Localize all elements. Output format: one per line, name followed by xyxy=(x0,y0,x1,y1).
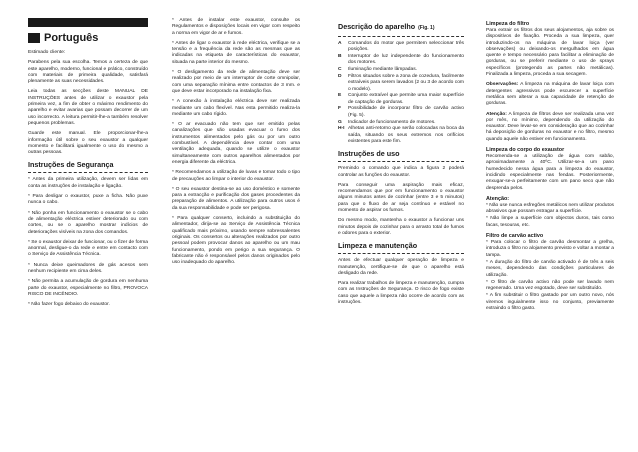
language-marker-icon xyxy=(28,33,40,43)
language-heading xyxy=(28,32,148,44)
greeting: Estimado cliente: xyxy=(28,50,66,55)
carbon-item: * A fim substituir o filtro gastado por um outro novo, nós viremos inguialmente isso no conjunto, previamente extraindo o filtro gasto. xyxy=(486,293,614,311)
safety-item: * Se o exaustor deixar de funcionar, ou o fizer de forma anormal, desligue-o da rede e entre em contacto com o Serviço de Assistência Técnica. xyxy=(28,239,148,258)
part-key: G xyxy=(338,119,342,125)
filter-title: Limpeza do filtro xyxy=(486,21,530,27)
carbon-item: * Para colocar o filtro de carvão desmontar a grelha, introduza o filtro no alojamento previsto e voltar a montar a tampa. xyxy=(486,240,614,258)
column-1 xyxy=(28,18,148,313)
safety-item: * Não ponha em funcionamento o exaustor se o cabo de alimentação eléctrica estiver deteriorado ou com cortes, ou se o aparelho mostrar indícios de deteriorações visíveis na zona dos comandos. xyxy=(28,210,148,235)
intro-paragraph: Parabens pela sua escolha. Temos a certeza de que este aparelho, moderno, funcional e prático, construído com materiais de primeira qualidade, satisfará plenamente as suas necessidades. xyxy=(28,60,148,85)
carbon-filter-title: Filtro de carvão activo xyxy=(486,233,544,240)
body-cleaning-title: Limpeza do corpo do exaustor xyxy=(486,147,565,154)
observations-paragraph xyxy=(486,82,614,107)
part-text: Filtros situados sobre a zona de cozedura, facilmente extraíveis para serem lavados (2 ou 3 de acordo com o modelo). xyxy=(348,73,464,92)
use-paragraph: Do mesmo modo, mantenha o exaustor a funcionar uns minutos depois de cozinhar para o arrasto total de fumos e odores para o exterior. xyxy=(338,218,464,236)
safety-title: Instruções de Segurança xyxy=(28,160,114,170)
part-key: F xyxy=(338,106,341,112)
safety-item: * O desligamento da rede de alimentação deve ser realizado por meio de um interruptor de corte omnipolar, com uma separação mínima entre contactos de 3 mm. e que deve estar incorporado na instalação fixa. xyxy=(172,70,300,94)
body-cleaning-paragraph: Recomenda-se a utilização de água com sabão, aproximadamente a 40ºC. Utilizar-se-a um pano humedecido nessa água para a limpeza do exaustor, incidindo especialmente nas fendas. Posteriormente, enxugar-se-a perfeitamente com um pano seco que não desprenda pelos. xyxy=(486,154,614,191)
part-item xyxy=(338,54,464,67)
part-text: Conjunto extraível que permite uma maior superfície de captação de gorduras. xyxy=(348,93,464,105)
cleaning-paragraph: Antes de efectuar qualquer operação de limpeza e manutenção, certifique-se de que o aparelho está desligado da rede. xyxy=(338,258,464,276)
part-key: E xyxy=(338,93,342,99)
attention-text: A limpeza de filtros deve ser realizada uma vez por mês, no mínimo, dependendo da utilização do exaustor. Deve levar-se em consideração que ao cozinhar há deposição de gorduras no exaustor e no filtro, mesmo quando aquele não estiver em funcionamento. xyxy=(486,111,614,142)
carbon-item: * O filtro de carvão activo não pode ser lavado nem regenerado. Uma vez esgotado, deve ser substituído. xyxy=(486,279,614,292)
figure-reference: (Fig. 1) xyxy=(418,25,435,31)
header-bar xyxy=(28,18,148,27)
carbon-item: * A duração do filtro de carvão activado é de três a seis meses, dependendo das condições particulares de utilização. xyxy=(486,259,614,278)
part-item xyxy=(338,126,464,145)
divider xyxy=(28,172,148,173)
column-4 xyxy=(486,18,614,316)
attention-title: Atenção: xyxy=(486,195,510,202)
safety-item: * Recomendamos a utilização de luvas e tomar todo o tipo de precauções ao limpar o interior do exaustor. xyxy=(172,170,300,182)
part-item xyxy=(338,74,464,93)
keep-manual-paragraph: Guarde este manual. Ele proporcionar-lhe-a informação útil sobre o seu exaustor a qualquer momento e facilitará igualmente o uso do mesmo a outras pessoas. xyxy=(28,131,148,156)
filter-paragraph: Para extrair os filtros dos seus alojamentos, aja sobre os dispositivos de fixação. Proceda a sua limpeza, quer introduzindo-os na máquina de lavar loiça (ver observações) ou deixando-os mergulhados em água quente e tempo necessário para facilitar a eliminação de gorduras, ou se preferir mediante o uso de sprays específicos (protegendo as partes não metálicas). Finalizada a limpeza, proceda a sua secagem. xyxy=(486,28,614,78)
cleaning-title: Limpeza e manutenção xyxy=(338,241,418,251)
part-text: Indicador de funcionamento de motores. xyxy=(348,119,436,125)
safety-item: * Para desligar o exaustor, puxe a ficha. Não puxe nunca o cabo. xyxy=(28,194,148,206)
read-manual-paragraph: Leia todas as secções deste MANUAL DE INSTRUÇÕES antes de utilizar o exaustor pela primeira vez, a fim de obter o máximo rendimento do aparelho e evitar avarias que possam decorrer de um uso incorrecto. A leitura permitir-lhe-a também resolver pequenos problemas. xyxy=(28,89,148,126)
use-title: Instruções de uso xyxy=(338,149,400,159)
part-key: C xyxy=(338,67,342,73)
observations-text: A limpeza na máquina de lavar loiça com detergentes agressivos pode escurecer a superfície metálica sem alterar a sua capacidade de retenção de gorduras. xyxy=(486,82,614,107)
part-text: Interruptor de luz independente do funcionamento dos motores. xyxy=(348,54,464,66)
part-item xyxy=(338,106,464,119)
safety-item: * A conexão à instalação eléctrica deve ser realizada mediante um cabo flexível. Nas esta permitido realiza-la mediante um cabo rígido. xyxy=(172,99,300,117)
parts-list xyxy=(338,41,464,145)
attention-item: * Não limpe a superfície com objectos duros, tais como facas, tesouras, etc. xyxy=(486,216,614,228)
safety-item: * Antes de instalar este exaustor, consulte os Regulamentos e disposições locais em vigor com respeito a norma em vigor de ar e fumos. xyxy=(172,18,300,36)
observations-label: Observações: xyxy=(486,82,519,88)
safety-item: * Antes da primeira utilização, devem ser lidas em conta as instruções de instalação e ligação. xyxy=(28,177,148,189)
divider xyxy=(338,253,464,254)
part-key: B xyxy=(338,54,342,60)
safety-item: * Não permita a acumulação de gordura em nenhuma parte do exaustor, especialmente no filtro, PROVOCA RISCO DE INCÊNDIO. xyxy=(28,279,148,297)
divider xyxy=(338,161,464,162)
part-item xyxy=(338,120,464,126)
part-item xyxy=(338,41,464,54)
column-2 xyxy=(172,18,300,270)
part-text: Alhetas anti-retorno que serão colocadas na boca da saída, situando os seus extremos nos orifícios existentes para este fim. xyxy=(348,126,464,144)
safety-item: * O seu exaustor destina-se ao uso doméstico e somente para a extracção e purificação dos gases procedentes da preparação de alimentos. A utilização para outros usos é da sua responsabilidade e pode ser perigosa. xyxy=(172,186,300,211)
part-key: A xyxy=(338,41,342,46)
part-text: Comandos do motor que permitem seleccionar três posições. xyxy=(348,41,464,53)
safety-item: * O ar evacuado não tem que ser emitido pelas canalizações que são usadas evacuar o fumo dos instrumentos alimentados pelo gás ou por um outro combustível. A dependência deve contar com uma ventilação adequada, quando se utilize o exaustor simultaneamente com outros aparelhos alimentados por energia diferente da eléctrica. xyxy=(172,122,300,165)
attention-label: Atenção: xyxy=(486,111,507,117)
part-key: D xyxy=(338,73,342,79)
use-paragraph: Premindo o comando que indica a figura 2 poderá controlar as funções do exaustor. xyxy=(338,166,464,178)
part-key: H-I xyxy=(338,126,345,132)
attention-item: * Não use nunca esfregões metálicos nem utilizar produtos abrasivos que possam estragar a superfície. xyxy=(486,202,614,215)
safety-item: * Para qualquer conserto, incluindo a substituição do alimentador, dirija-se ao Serviço de Assistência Técnica qualificado mais próximo, usando sempre sobressalentes originais. Os consertos ou alterações realizados por outro pessoal podem provocar danos ao aparelho ou um mau funcionamento, pondo em perigo a sua segurança. O fabricante não é responsável pelos danos originados pelo uso inadequado do aparelho. xyxy=(172,216,300,266)
attention-paragraph xyxy=(486,112,614,143)
safety-item: * Não fazer fogo debaixo do exaustor. xyxy=(28,302,110,308)
use-paragraph: Para conseguir uma aspiração mais eficaz, recomendamos que por em funcionamento o exaustor alguns minutos antes de cozinhar (entre 3 e 5 minutos) para que o fluxo de ar seja contínuo e estável no momento de aspirar os fumos. xyxy=(338,182,464,214)
part-item xyxy=(338,93,464,106)
safety-item: * Nunca deixe queimadores de gás acesos sem nenhum recipiente em cima deles. xyxy=(28,262,148,275)
part-item xyxy=(338,67,464,73)
description-title: Descrição do aparelho xyxy=(338,22,416,31)
divider xyxy=(338,36,464,37)
description-heading xyxy=(338,22,464,33)
column-3 xyxy=(338,18,464,310)
language-title: Português xyxy=(44,32,99,44)
safety-item: * Antes de ligar o exaustor à rede eléctrica, verifique se a tensão e a frequência da rede são as mesmas que as indicadas na etiqueta de características do exaustor, situada na parte interior do mesmo. xyxy=(172,40,300,65)
part-text: Possibilidade de incorporar filtro de carvão activo (Fig. 5). xyxy=(348,106,464,118)
part-text: Iluminação mediante lâmpadas. xyxy=(348,67,418,73)
cleaning-paragraph: Para realizar trabalhos de limpeza e manutenção, cumpra com as Instruções de Segurança. O risco de fogo existe caso que aquele a limpeza não ocorre de acordo com as instruções. xyxy=(338,281,464,305)
